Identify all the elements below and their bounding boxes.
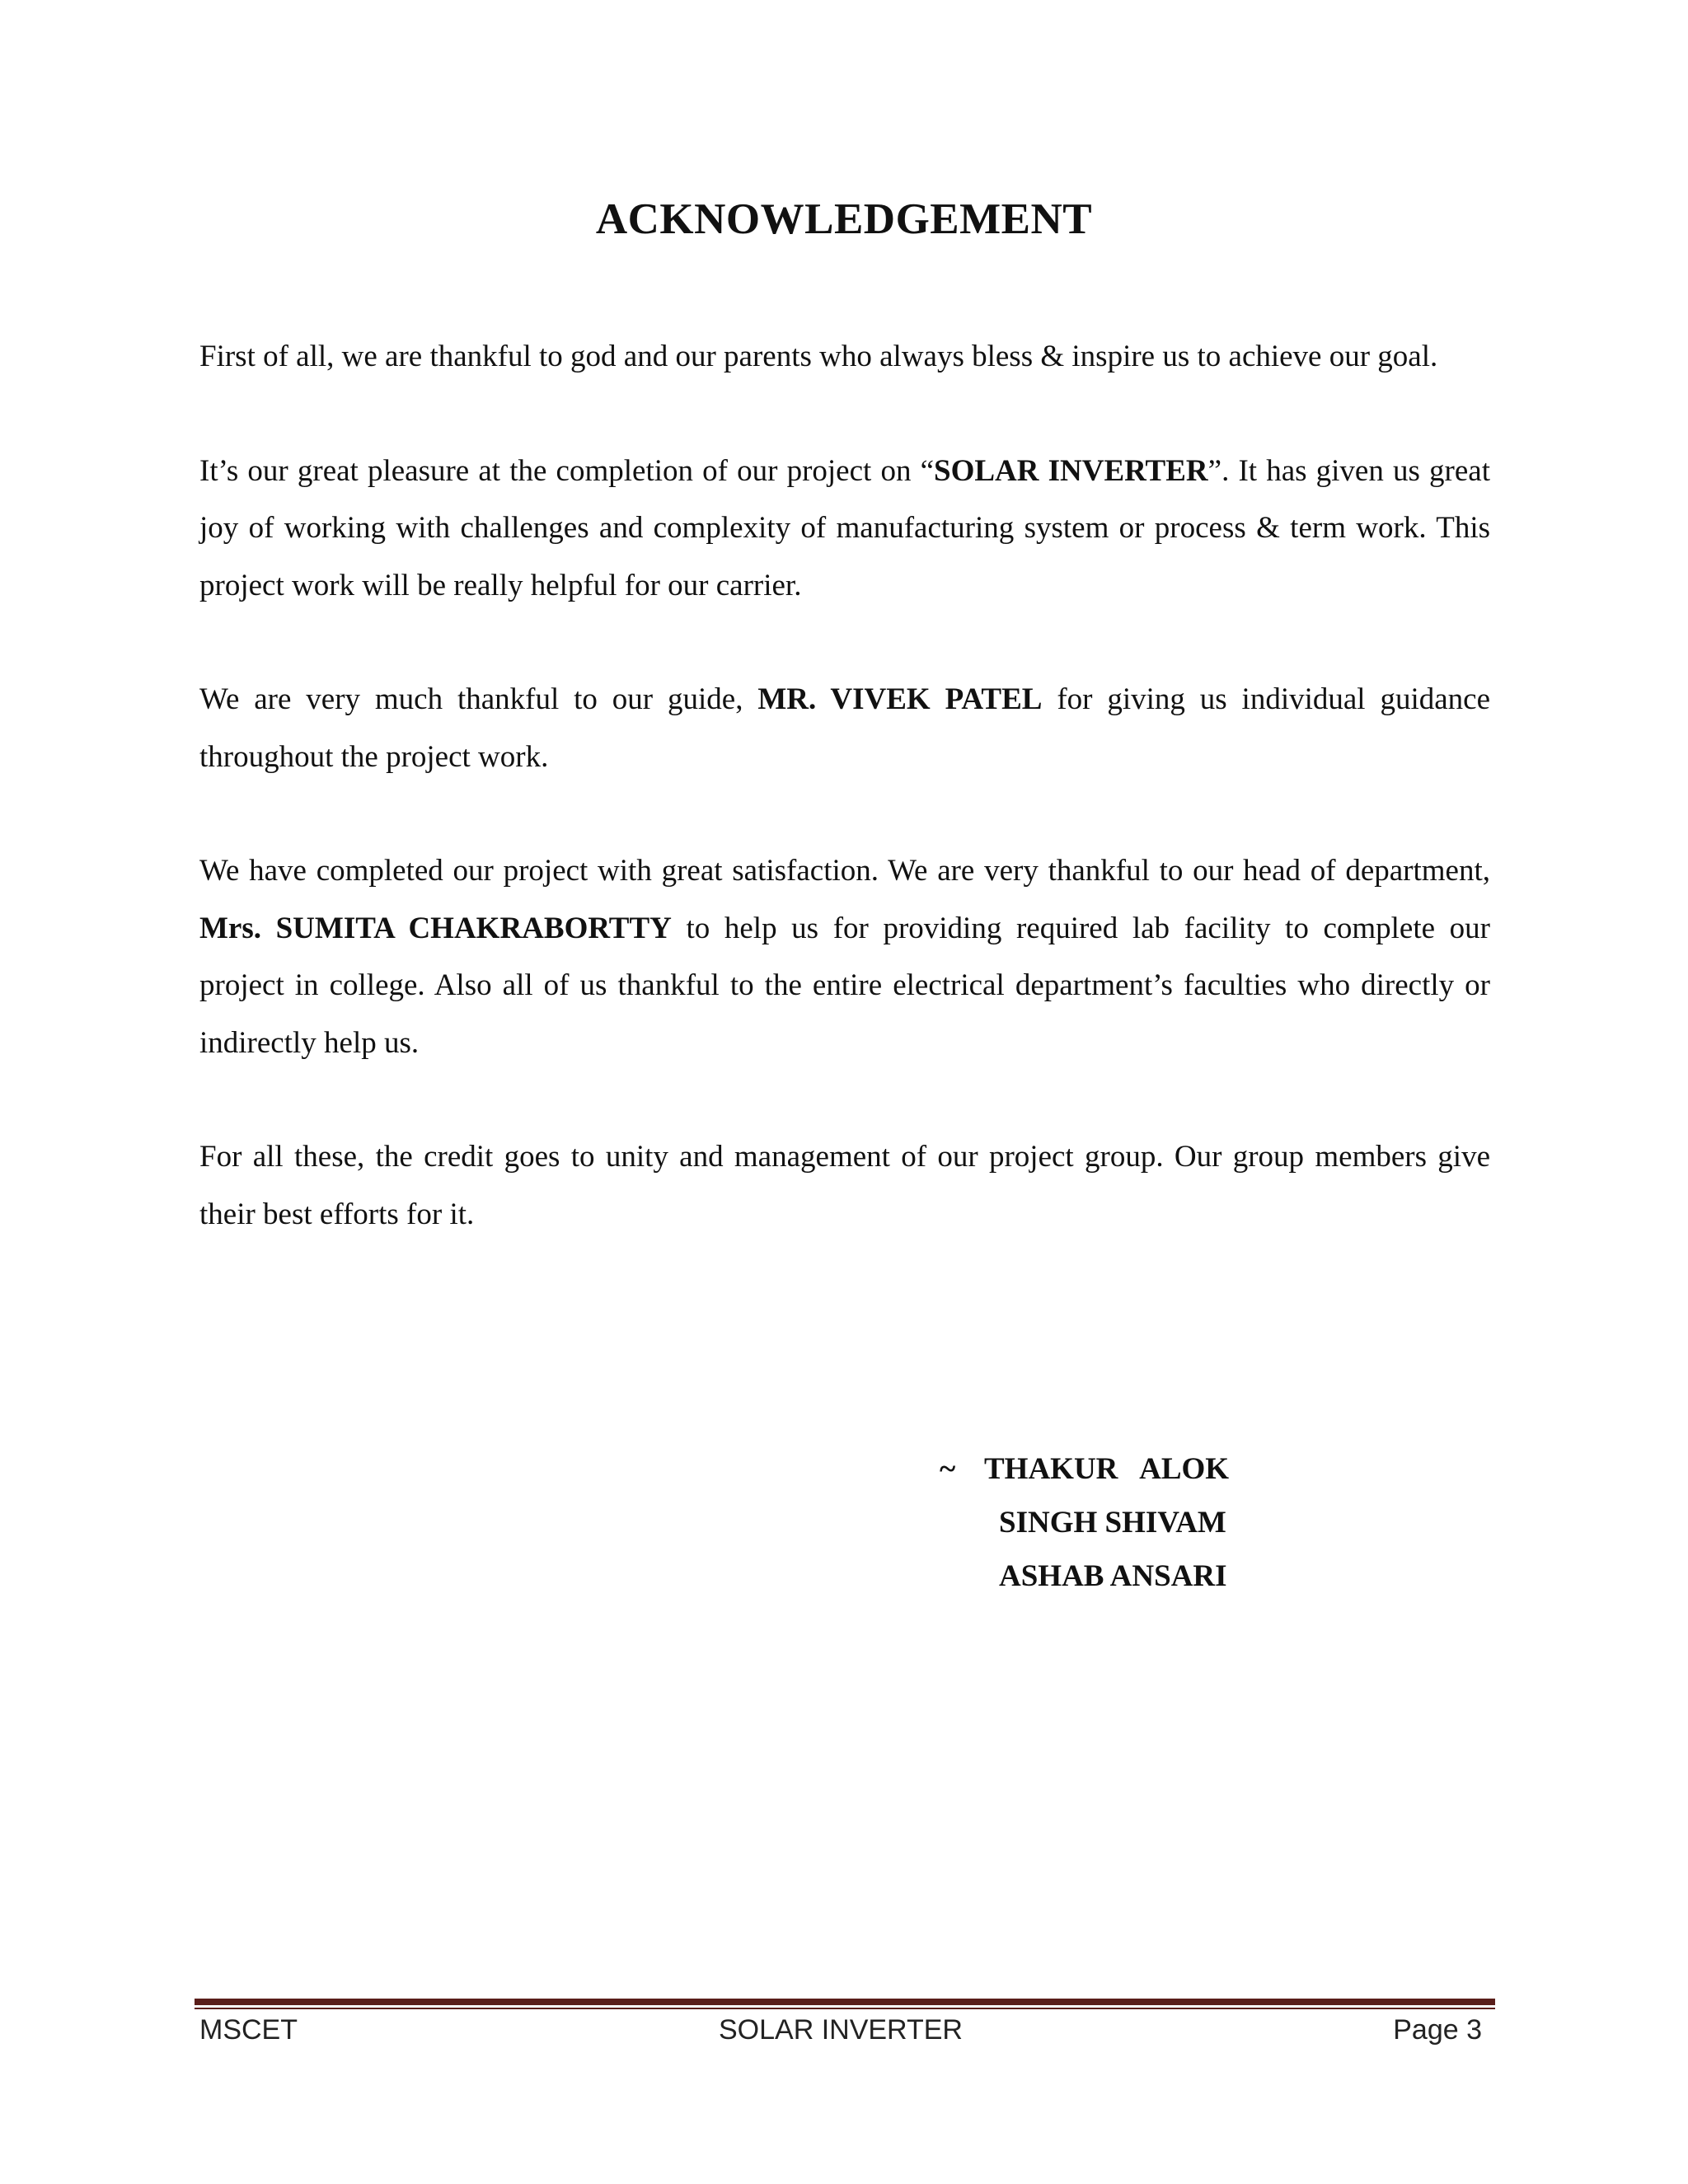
tilde-mark: ~	[940, 1452, 956, 1486]
signature-line-1	[940, 1442, 1229, 1496]
paragraph-hod-text-b: to help us for providing required lab facility to complete our project in college. Also all of us thankful to the entire electrical department’s faculties who directly or indirectly help us.	[199, 911, 1490, 1060]
paragraph-guide-text-a: We are very much thankful to our guide,	[199, 682, 758, 716]
guide-name-bold: MR. VIVEK PATEL	[757, 682, 1043, 716]
signature-name-1: THAKUR ALOK	[984, 1452, 1230, 1486]
paragraph-hod-text-a: We have completed our project with great satisfaction. We are very thankful to our head of department,	[199, 854, 1490, 888]
page-footer	[199, 2014, 1482, 2055]
paragraph-thanks-god: First of all, we are thankful to god and our parents who always bless & inspire us to achieve our goal.	[199, 340, 1438, 373]
project-name-bold: SOLAR INVERTER	[934, 453, 1208, 488]
paragraph-project	[199, 443, 1490, 615]
paragraph-credit: For all these, the credit goes to unity and management of our project group. Our group members give their best efforts for it.	[199, 1140, 1490, 1231]
footer-institution: MSCET	[199, 2014, 298, 2046]
footer-project-title: SOLAR INVERTER	[718, 2014, 963, 2046]
paragraph-project-text-a: It’s our great pleasure at the completion of our project on “	[199, 453, 934, 488]
footer-rule-thick	[195, 1999, 1495, 2005]
signature-name-2: SINGH SHIVAM	[999, 1506, 1226, 1540]
paragraph-guide	[199, 671, 1490, 785]
signature-line-3	[940, 1549, 1229, 1603]
signature-block	[940, 1442, 1229, 1603]
acknowledgement-body	[199, 328, 1490, 1300]
footer-rule-thin	[195, 2008, 1495, 2009]
paragraph-hod	[199, 842, 1490, 1071]
hod-name-bold: Mrs. SUMITA CHAKRABORTTY	[199, 911, 672, 945]
signature-name-3: ASHAB ANSARI	[999, 1559, 1227, 1593]
signature-line-2	[940, 1496, 1229, 1549]
paragraph-guide-text-b: for giving us individual guidance throughout the project work.	[199, 682, 1490, 774]
paragraph-project-text-b: ”. It has given us great joy of working with challenges and complexity of manufacturing system or process & term work. This project work will be really helpful for our carrier.	[199, 453, 1490, 602]
footer-page-number: Page 3	[1393, 2014, 1482, 2046]
page-title: ACKNOWLEDGEMENT	[595, 195, 1093, 243]
